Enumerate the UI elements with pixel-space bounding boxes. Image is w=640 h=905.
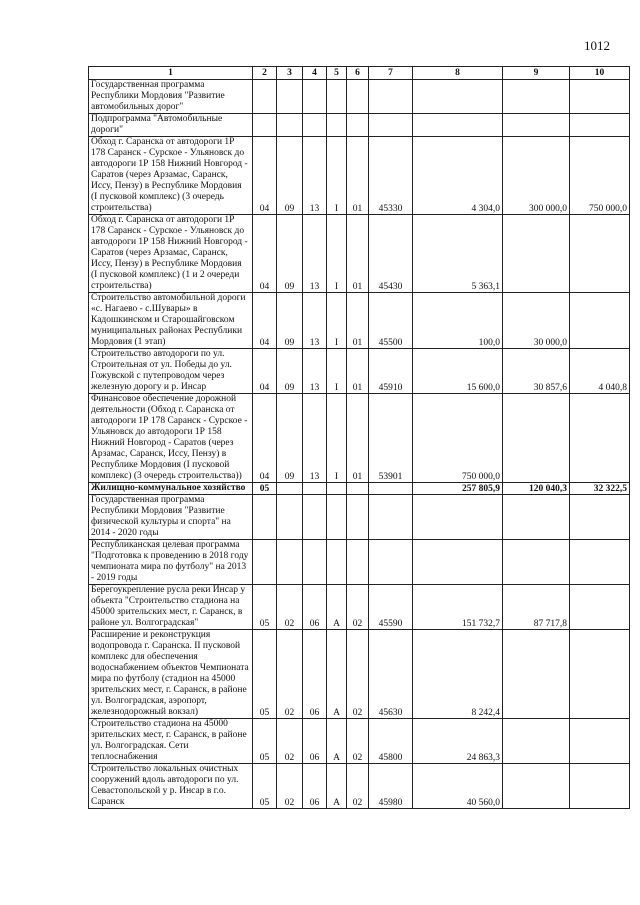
- amount-cell-col10: [570, 630, 630, 719]
- amount-cell-col10: [570, 719, 630, 764]
- header-cell: 4: [303, 67, 327, 80]
- amount-cell-col8: 5 363,1: [413, 215, 503, 293]
- amount-cell-col9: [503, 719, 570, 764]
- subsection-cell: [277, 114, 303, 137]
- amount-cell-col8: 257 805,9: [413, 483, 503, 495]
- direction-cell: [369, 495, 413, 540]
- amount-cell-col8: [413, 80, 503, 114]
- row-name-cell: Берегоукрепление русла реки Инсар у объекта "Строительство стадиона на 45000 зрительских мест, г. Саранск, в районе ул. Волгоградская": [89, 585, 253, 630]
- header-cell: 6: [347, 67, 369, 80]
- subprogram-cell: I: [327, 394, 347, 483]
- amount-cell-col8: 15 600,0: [413, 349, 503, 394]
- direction-cell: 53901: [369, 394, 413, 483]
- table-row: [89, 585, 630, 630]
- subsection-cell: [277, 483, 303, 495]
- page-number: 1012: [584, 38, 610, 53]
- direction-cell: 45330: [369, 137, 413, 215]
- event-cell: [347, 540, 369, 585]
- header-cell: 2: [253, 67, 277, 80]
- direction-cell: [369, 483, 413, 495]
- table-row: [89, 764, 630, 809]
- subsection-cell: 09: [277, 215, 303, 293]
- row-name-cell: Подпрограмма "Автомобильные дороги": [89, 114, 253, 137]
- subsection-cell: [277, 495, 303, 540]
- subprogram-cell: [327, 495, 347, 540]
- direction-cell: 45590: [369, 585, 413, 630]
- direction-cell: 45430: [369, 215, 413, 293]
- subprogram-cell: [327, 483, 347, 495]
- table-row: [89, 719, 630, 764]
- event-cell: 02: [347, 630, 369, 719]
- amount-cell-col9: 30 000,0: [503, 293, 570, 349]
- amount-cell-col8: [413, 495, 503, 540]
- program-cell: 06: [303, 764, 327, 809]
- program-cell: 13: [303, 394, 327, 483]
- row-name-cell: Финансовое обеспечение дорожной деятельности (Обход г. Саранска от автодороги 1Р 178 Саранск - Сурское - Ульяновск до автодороги 1Р 158 Нижний Новгород - Саратов (через Арзамас, Саранск, Иссу, Пензу) в Республике Мордовия (I пусковой комплекс) (3 очередь строительства)): [89, 394, 253, 483]
- amount-cell-col8: 40 560,0: [413, 764, 503, 809]
- subsection-cell: 09: [277, 293, 303, 349]
- amount-cell-col9: 300 000,0: [503, 137, 570, 215]
- header-cell: 3: [277, 67, 303, 80]
- amount-cell-col9: [503, 540, 570, 585]
- amount-cell-col9: 30 857,6: [503, 349, 570, 394]
- program-cell: 06: [303, 719, 327, 764]
- section-cell: [253, 495, 277, 540]
- section-cell: 05: [253, 764, 277, 809]
- amount-cell-col10: 4 040,8: [570, 349, 630, 394]
- header-cell: 1: [89, 67, 253, 80]
- program-cell: 06: [303, 630, 327, 719]
- header-cell: 7: [369, 67, 413, 80]
- program-cell: 13: [303, 215, 327, 293]
- header-cell: 9: [503, 67, 570, 80]
- subsection-cell: 02: [277, 630, 303, 719]
- section-cell: 05: [253, 630, 277, 719]
- table-row: [89, 80, 630, 114]
- subsection-cell: 09: [277, 349, 303, 394]
- program-cell: 13: [303, 349, 327, 394]
- table-row: [89, 540, 630, 585]
- section-cell: [253, 80, 277, 114]
- amount-cell-col10: [570, 540, 630, 585]
- section-cell: 04: [253, 394, 277, 483]
- subprogram-cell: [327, 114, 347, 137]
- table-row: [89, 630, 630, 719]
- table-row: [89, 394, 630, 483]
- subsection-cell: 02: [277, 585, 303, 630]
- table-row: [89, 483, 630, 495]
- amount-cell-col10: [570, 764, 630, 809]
- subprogram-cell: А: [327, 719, 347, 764]
- section-cell: 04: [253, 293, 277, 349]
- amount-cell-col9: [503, 630, 570, 719]
- amount-cell-col9: [503, 764, 570, 809]
- amount-cell-col10: [570, 293, 630, 349]
- event-cell: 02: [347, 585, 369, 630]
- amount-cell-col10: [570, 114, 630, 137]
- amount-cell-col10: [570, 585, 630, 630]
- event-cell: 01: [347, 293, 369, 349]
- subprogram-cell: А: [327, 585, 347, 630]
- subprogram-cell: [327, 80, 347, 114]
- event-cell: 01: [347, 215, 369, 293]
- section-cell: 04: [253, 349, 277, 394]
- subprogram-cell: I: [327, 293, 347, 349]
- subsection-cell: 09: [277, 394, 303, 483]
- row-name-cell: Обход г. Саранска от автодороги 1Р 178 Саранск - Сурское - Ульяновск до автодороги 1Р 158 Нижний Новгород - Саратов (через Арзамас, Саранск, Иссу, Пензу) в Республике Мордовия (I пусковой комплекс) (3 очередь строительства): [89, 137, 253, 215]
- table-row: [89, 349, 630, 394]
- amount-cell-col9: [503, 394, 570, 483]
- amount-cell-col10: [570, 80, 630, 114]
- section-cell: 04: [253, 215, 277, 293]
- subprogram-cell: I: [327, 349, 347, 394]
- subsection-cell: 02: [277, 719, 303, 764]
- amount-cell-col9: 87 717,8: [503, 585, 570, 630]
- subprogram-cell: [327, 540, 347, 585]
- amount-cell-col9: 120 040,3: [503, 483, 570, 495]
- row-name-cell: Расширение и реконструкция водопровода г. Саранска. II пусковой комплекс для обеспечения водоснабжением объектов Чемпионата мира по футболу (стадион на 45000 зрительских мест, г. Саранск, в районе ул. Волгоградская, аэропорт, железнодорожный вокзал): [89, 630, 253, 719]
- header-cell: 8: [413, 67, 503, 80]
- event-cell: 01: [347, 349, 369, 394]
- direction-cell: [369, 540, 413, 585]
- direction-cell: 45980: [369, 764, 413, 809]
- amount-cell-col8: [413, 114, 503, 137]
- event-cell: 01: [347, 394, 369, 483]
- table-row: [89, 293, 630, 349]
- amount-cell-col9: [503, 80, 570, 114]
- table-body: [89, 80, 630, 809]
- amount-cell-col8: 151 732,7: [413, 585, 503, 630]
- subprogram-cell: А: [327, 630, 347, 719]
- budget-table: [88, 66, 630, 809]
- program-cell: [303, 114, 327, 137]
- row-name-cell: Строительство автодороги по ул. Строительная от ул. Победы до ул. Гожувской с путепроводом через железную дорогу и р. Инсар: [89, 349, 253, 394]
- section-cell: 04: [253, 137, 277, 215]
- direction-cell: 45800: [369, 719, 413, 764]
- amount-cell-col8: [413, 540, 503, 585]
- direction-cell: 45630: [369, 630, 413, 719]
- program-cell: 13: [303, 293, 327, 349]
- subprogram-cell: I: [327, 215, 347, 293]
- subsection-cell: [277, 540, 303, 585]
- amount-cell-col10: 750 000,0: [570, 137, 630, 215]
- direction-cell: [369, 114, 413, 137]
- amount-cell-col8: 8 242,4: [413, 630, 503, 719]
- program-cell: [303, 80, 327, 114]
- section-cell: 05: [253, 719, 277, 764]
- direction-cell: 45500: [369, 293, 413, 349]
- table-row: [89, 114, 630, 137]
- header-cell: 10: [570, 67, 630, 80]
- program-cell: 06: [303, 585, 327, 630]
- amount-cell-col10: [570, 394, 630, 483]
- section-cell: [253, 114, 277, 137]
- subprogram-cell: А: [327, 764, 347, 809]
- table-row: [89, 495, 630, 540]
- program-cell: [303, 483, 327, 495]
- section-cell: 05: [253, 483, 277, 495]
- header-cell: 5: [327, 67, 347, 80]
- amount-cell-col10: [570, 495, 630, 540]
- row-name-cell: Строительство стадиона на 45000 зрительских мест, г. Саранск, в районе ул. Волгоградская. Сети теплоснабжения: [89, 719, 253, 764]
- subprogram-cell: I: [327, 137, 347, 215]
- program-cell: 13: [303, 137, 327, 215]
- table-row: [89, 215, 630, 293]
- event-cell: 02: [347, 719, 369, 764]
- amount-cell-col10: [570, 215, 630, 293]
- row-name-cell: Государственная программа Республики Мордовия "Развитие автомобильных дорог": [89, 80, 253, 114]
- row-name-cell: Государственная программа Республики Мордовия "Развитие физической культуры и спорта" на 2014 - 2020 годы: [89, 495, 253, 540]
- section-cell: 05: [253, 585, 277, 630]
- table-header-row: [89, 67, 630, 80]
- amount-cell-col8: 24 863,3: [413, 719, 503, 764]
- table-row: [89, 137, 630, 215]
- row-name-cell: Жилищно-коммунальное хозяйство: [89, 483, 253, 495]
- row-name-cell: Обход г. Саранска от автодороги 1Р 178 Саранск - Сурское - Ульяновск до автодороги 1Р 158 Нижний Новгород - Саратов (через Арзамас, Саранск, Иссу, Пензу) в Республике Мордовия (I пусковой комплекс) (1 и 2 очереди строительства): [89, 215, 253, 293]
- event-cell: 01: [347, 137, 369, 215]
- event-cell: [347, 114, 369, 137]
- section-cell: [253, 540, 277, 585]
- program-cell: [303, 540, 327, 585]
- event-cell: [347, 80, 369, 114]
- row-name-cell: Строительство автомобильной дороги «с. Нагаево - с.Шувары» в Кадошкинском и Старошайговском муниципальных районах Республики Мордовия (1 этап): [89, 293, 253, 349]
- event-cell: [347, 495, 369, 540]
- amount-cell-col8: 750 000,0: [413, 394, 503, 483]
- event-cell: [347, 483, 369, 495]
- amount-cell-col9: [503, 495, 570, 540]
- event-cell: 02: [347, 764, 369, 809]
- direction-cell: [369, 80, 413, 114]
- amount-cell-col10: 32 322,5: [570, 483, 630, 495]
- program-cell: [303, 495, 327, 540]
- subsection-cell: 02: [277, 764, 303, 809]
- subsection-cell: 09: [277, 137, 303, 215]
- row-name-cell: Республиканская целевая программа "Подготовка к проведению в 2018 году чемпионата мира по футболу" на 2013 - 2019 годы: [89, 540, 253, 585]
- amount-cell-col8: 4 304,0: [413, 137, 503, 215]
- subsection-cell: [277, 80, 303, 114]
- amount-cell-col8: 100,0: [413, 293, 503, 349]
- amount-cell-col9: [503, 114, 570, 137]
- amount-cell-col9: [503, 215, 570, 293]
- row-name-cell: Строительство локальных очистных сооружений вдоль автодороги по ул. Севастопольской у р. Инсар в г.о. Саранск: [89, 764, 253, 809]
- direction-cell: 45910: [369, 349, 413, 394]
